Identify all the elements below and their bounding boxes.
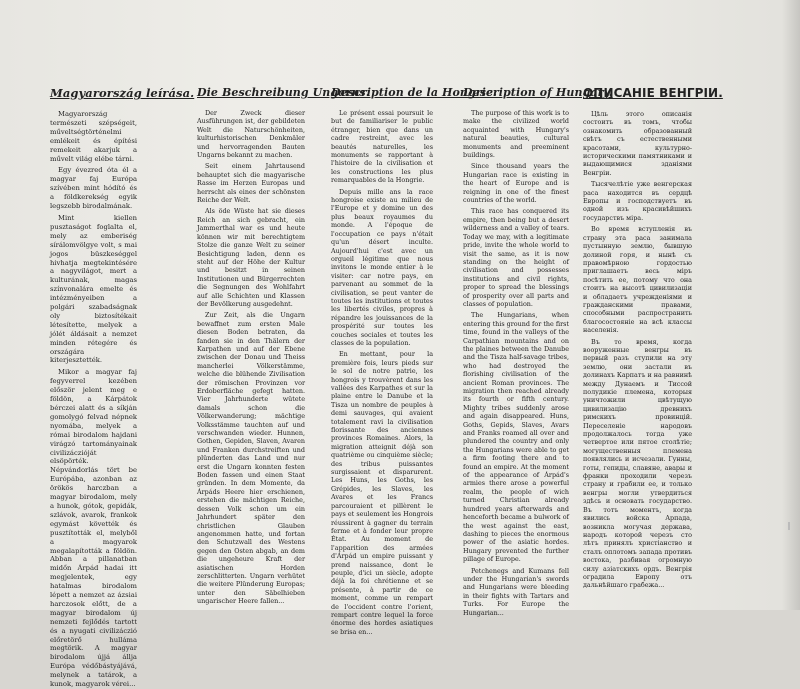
column-german (197, 80, 370, 606)
column-title-german: Die Beschreibung Ungarns. (197, 86, 370, 99)
paragraph: The Hungarians, when entering this ground for the first time, found in the valleys of the Carpathian mountains and on the plaines between the Danube and the Tisza half-savage tribes, who had destroyed the florishing civilisation of the ancient Roman provinces. The migration then reached already its fourth or fifth century. Mighty tribes suddenly arose and again disappeared. Huns, Goths, Gepids, Slaves, Avars and Franks roamed all over and plundered the country and only the Hungarians were able to get a firm footing there and to found an empire. At the moment of the appearance of Árpád's armies there arose a powerful realm, the people of wich turned Christian already hundred years afterwards and henceforth became a bulwork of the west against the east, dashing to pieces the enormous power of the asiatic hordes. Hungary prevented the further pillage of Europe. (463, 311, 569, 564)
page-edge-mark (788, 522, 790, 530)
paragraph: Der Zweck dieser Ausführungen ist, der gebildeten Welt die Naturschönheiten, kulturhistorischen Denkmäler und hervorragenden Bauten Ungarns bekannt zu machen. (197, 109, 305, 160)
column-body-russian (583, 110, 692, 590)
paragraph: Egy évezred óta él a magyar faj Európa szívében mint hódító és a földkerekség egyik legszebb birodalmának. (50, 166, 137, 211)
paragraph: This race has conquered its empire, then being but a desert wilderness and a valley of tears. Today we may, with a legitimate pride, invite the whole world to visit the same, as it is now standing on the height of civilisation and possesses institutions and civil rights, proper to spread the blessings of prosperity over all parts and classes of population. (463, 207, 569, 308)
paragraph: Als öde Wüste hat sie dieses Reich an sich gebracht, ein Jammerthal war es und heute können wir mit berechtigtem Stolze die ganze Welt zu seiner Besichtigung laden, denn es steht auf der Höhe der Kultur und besitzt in seinen Institutionen und Bürgerrechten die Segnungen des Wohlfahrt auf alle Schichten und Klassen der Bevölkerung ausgedehnt. (197, 207, 305, 308)
paragraph: The purpose of this work is to make the civilized world acquainted with Hungary's natural beauties, cultural monuments and preeminent buildings. (463, 109, 569, 160)
paragraph: Petchenegs and Kumans fell under the Hungarian's swords and Hungarians were bleeding in their fights with Tartars and Turks. For Europe the Hungarian... (463, 566, 569, 617)
page-edge-shadow (782, 0, 800, 610)
paragraph: En mettant, pour la première fois, leurs pieds sur le sol de notre patrie, les hongrois y trouvèrent dans les vallées des Karpathes et sur la plaine entre le Danube et la Tisza un nombre de peuples à demi sauvages, qui avaient totalement ravi la civilisation florissante des anciennes provinces Romaines. Alors, la migration atteignit déjà son quatrième ou cinquième siècle; des tribus puissantes surgissaient et disparurent. Les Huns, les Goths, les Grépides, les Slaves, les Avares et les Francs parcouraient et pillèrent le pays et seulement les Hongrois réussirent à gagner du terrain ferme et à fonder leur propre État. Au moment de l'apparition des armées d'Árpád un empire puissant y prend naissance, dont le peuple, d'ici un siècle, adopte déjà la foi chrétienne et se présente, à partir de ce moment, comme un rempart de l'occident contre l'orient, rempart contre lequel la force énorme des hordes asiatiques se brisa en... (331, 350, 433, 636)
paragraph: Въ то время, когда вооруженные венгры въ первый разъ ступили на эту землю, они застали въ долинахъ Карпатъ и на равнинѣ между Дунаемъ и Тиссой полудикіе племена, которыя уничтожили цвѣтущую цивилизацію древнихъ римскихъ провинцій. Переселеніе народовъ продолжалось тогда уже четвертое или пятое столѣтіе; могущественныя племена появлялись и исчезали. Гунны, готы, гепиды, славяне, авары и франки проходили черезъ страну и грабили ее, и только венгры могли утвердиться здѣсь и основать государство. Въ тотъ моментъ, когда явились войска Арпада, возникла могучая держава, народъ которой черезъ сто лѣтъ принялъ христіанство и сталъ оплотомъ запада противъ востока, разбивая огромную силу азіатскихъ ордъ. Венгрія оградила Европу отъ дальнѣйшаго грабежа... (583, 337, 692, 590)
paragraph: Цѣль этого описанія состоитъ въ томъ, чтобы ознакомить образованный свѣтъ съ естественными красотами, культурно-историческими памятниками и выдающимися зданіями Венгріи. (583, 110, 692, 177)
column-body-french (331, 109, 433, 636)
paragraph: Le présent essai poursuit le but de familiariser le public étranger, bien que dans un cadre restreint, avec les beautés naturelles, les monuments se rapportant à l'histoire de la civilisation et les constructions les plus remarquables de la Hongrie. (331, 109, 433, 185)
column-hungarian (50, 80, 195, 689)
column-title-french: Description de la Hongrie. (331, 86, 497, 99)
column-russian (583, 80, 723, 590)
paragraph: Magyarország természeti szépségeit, műveltségtörténelmi emlékeit és építési remekeit akarjuk a művelt világ elébe tárni. (50, 110, 137, 163)
column-body-hungarian (50, 110, 137, 689)
column-body-german (197, 109, 305, 606)
column-title-russian: ОПИСАНІЕ ВЕНГРІИ. (583, 86, 723, 100)
column-french (331, 80, 497, 636)
paragraph: Since thousand years the Hungarian race is existing in the heart of Europe and is reigning in one of the finest countries of the world. (463, 162, 569, 205)
paragraph: Тысячелѣтіе уже венгерская раса находится въ сердцѣ Европы и господствуетъ въ одной изъ красивѣйшихъ государствъ міра. (583, 180, 692, 222)
paragraph: Depuis mille ans la race hongroise existe au milieu de l'Europe et y domine un des plus beaux royaumes du monde. A l'époque de l'occupation ce pays n'était qu'un désert inculte. Aujourd'hui c'est avec un orgueil légitime que nous invitons le monde entier à le visiter: car notre pays, en parvenant au sommet de la civilisation, se peut vanter de toutes les institutions et toutes les libertés civiles, propres à répandre les jouissances de la prospérité sur toutes les couches sociales et toutes les classes de la population. (331, 187, 433, 347)
paragraph: Во время вступленія въ страну эта раса занимала пустынную землю, бывшую долиной горя, и нынѣ съ правомѣрною гордостью приглашаетъ весь міръ посѣтить ее, потому что она стоитъ на высотѣ цивилизаціи и обладаетъ учрежденіями и гражданскими правами, способными распространить благосостояніе на всѣ классы населенія. (583, 225, 692, 335)
paragraph: Seit einem Jahrtausend behauptet sich die magyarische Rasse im Herzen Europas und herrscht als eines der schönsten Reiche der Welt. (197, 162, 305, 205)
paragraph: Zur Zeit, als die Ungarn bewaffnet zum ersten Male diesen Boden betraten, da fanden sie in den Thälern der Karpathen und auf der Ebene zwischen der Donau und Theiss mancherlei Völkerstämme, welche die blühende Zivilisation der römischen Provinzen vor Erdoberfläche gefegt hatten. Vier Jahrhunderte wütete damals schon die Völkerwanderung; mächtige Volksstämme tauchten auf und verschwanden wieder. Hunnen, Gothen, Gepiden, Slaven, Avaren und Franken durchstreiften und plünderten das Land und nur erst die Ungarn konnten festen Boden fassen und einen Staat gründen. In dem Momente, da Árpáds Heere hier erschienen, erstehen die mächtigen Reiche, dessen Volk schon um ein Jahrhundert später den christlichen Glauben angenommen hatte, und fortan den Schutzwall des Westens gegen den Osten abgab, an dem die ungeheure Kraft der asiatischen Horden zerschlitterten. Ungarn verhütet die weitere Plünderung Europas; unter den Säbelhieben ungarischer Heere fallen... (197, 311, 305, 606)
column-title-hungarian: Magyarország leírása. (50, 86, 195, 100)
column-title-english: Description of Hungary. (463, 86, 613, 99)
column-english (463, 80, 613, 617)
paragraph: Mikor a magyar faj fegyverrel kezében először jelent meg e földön, a Kárpátok bérczei alatt és a síkján gomolygó felvad népnek nyomába, melyek a római birodalom hajdani virágzó tartományainak civilizáczióját elsöpörték. Népvándorlás tört be Európába, azonban az örökös harczban a magyar birodalom, mely a hunok, gótok, gepidák, szlávok, avarok, frankok egymást követték és pusztították el, melyből a magyarok megalapították a földön. Abban a pillanatban midőn Árpád hadai itt megjelentek, egy hatalmas birodalom lépett a nemzet az ázsiai harczosok előtt, de a magyar birodalom új nemzeti fejlődés tartott és a nyugati civilizáczió előretörő hulláma megtörik. A magyar birodalom újjá állja Európa védőbástyájává, melynek a tatárok, a kunok, magyarok vérei... (50, 368, 137, 689)
paragraph: Mint kiellen pusztaságot foglalta el, mely az emberiség sírálomvölgye volt, s mai jogos büszkeséggel hivhatja megtekintésére a nagyvilágot, mert a kulturának, magas színvonalára emelte és intézményeiben a polgári szabadságnak oly biztosítékait létesítette, melyek a jólét áldásait a nemzet minden rétegére és országára kiterjesztették. (50, 213, 137, 365)
column-body-english (463, 109, 569, 617)
